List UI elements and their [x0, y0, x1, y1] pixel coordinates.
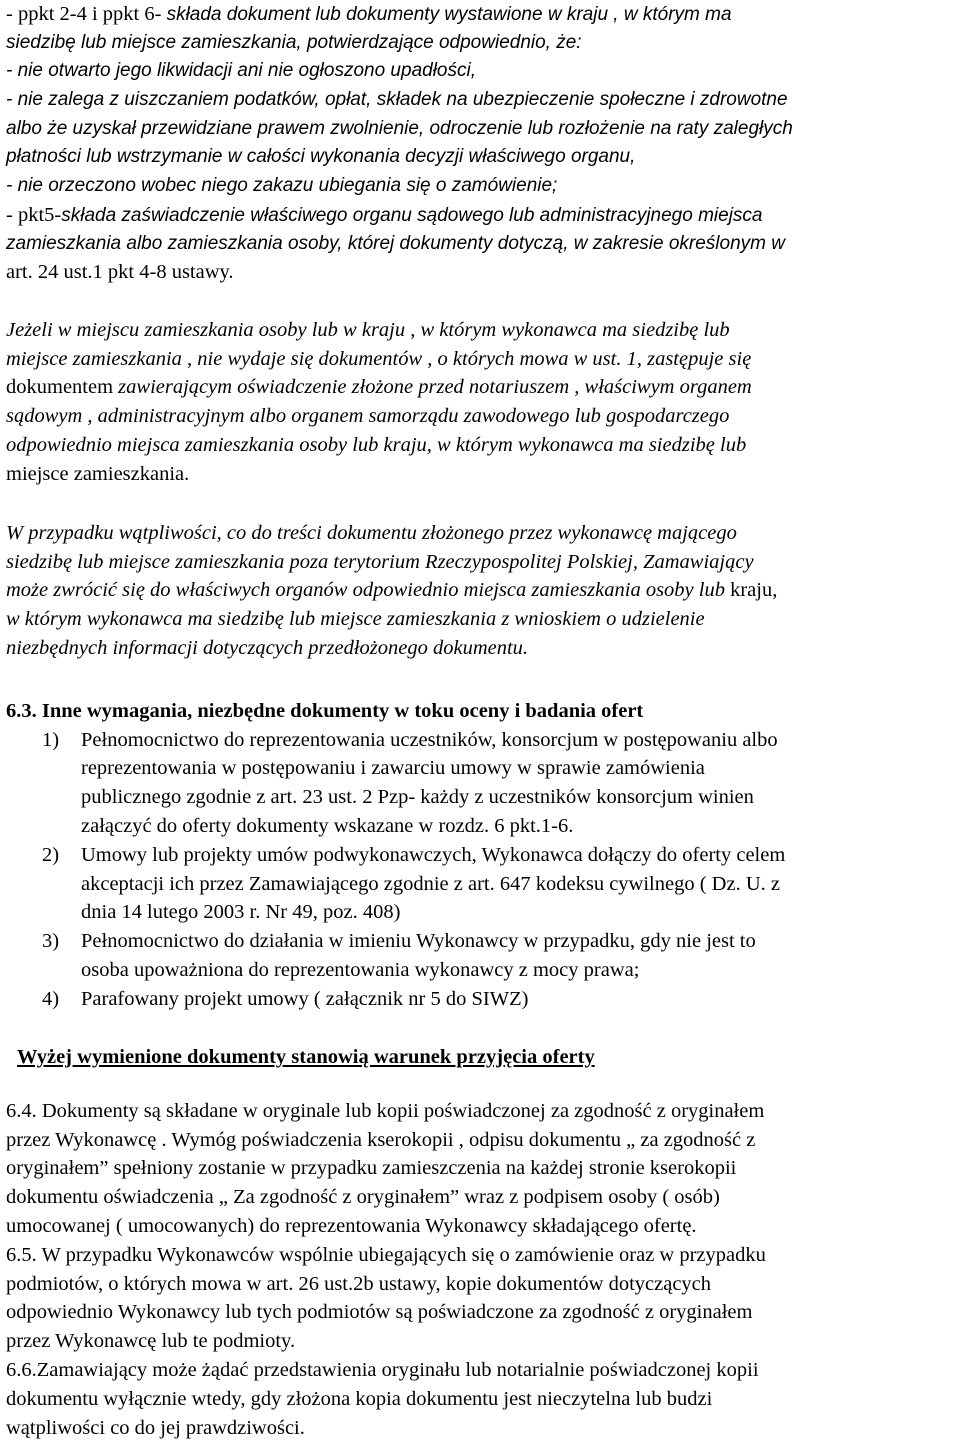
list-number: 4): [42, 988, 60, 1010]
text-run: zawierającym oświadczenie złożone przed notariuszem , właściwym organem: [118, 376, 752, 398]
text-line: dokumentu oświadczenia „ Za zgodność z oryginałem” wraz z podpisem osoby ( osób): [6, 1186, 720, 1208]
list-number: 2): [42, 844, 60, 866]
text-run: płatności lub wstrzymanie w całości wykonania decyzji właściwego organu,: [6, 146, 636, 167]
text-line: [6, 345, 751, 373]
text-line: [6, 460, 189, 488]
list-item-line: załączyć do oferty dokumenty wskazane w rozdz. 6 pkt.1-6.: [81, 815, 574, 837]
text-run: kraju,: [730, 579, 778, 601]
list-item-line: reprezentowania w postępowaniu i zawarciu umowy w sprawie zamówienia: [81, 757, 705, 779]
text-line: oryginałem” spełniony zostanie w przypadku zamieszczenia na każdej stronie kserokopii: [6, 1157, 737, 1179]
text-line: umocowanej ( umocowanych) do reprezentowania Wykonawcy składającego ofertę.: [6, 1215, 697, 1237]
text-run: w którym wykonawca ma siedzibę lub miejsce zamieszkania z wnioskiem o udzielenie: [6, 608, 705, 630]
text-run: - nie otwarto jego likwidacji ani nie ogłoszono upadłości,: [6, 60, 476, 81]
text-run: W przypadku wątpliwości, co do treści dokumentu złożonego przez wykonawcę mającego: [6, 522, 737, 544]
text-line: 6.4. Dokumenty są składane w oryginale lub kopii poświadczonej za zgodność z oryginałem: [6, 1100, 765, 1122]
text-line: 6.5. W przypadku Wykonawców wspólnie ubiegających się o zamówienie oraz w przypadku: [6, 1244, 766, 1266]
text-run: art. 24 ust.1 pkt 4-8 ustawy.: [6, 261, 234, 283]
text-line: [6, 0, 732, 28]
text-line: [6, 143, 635, 171]
text-run: może zwrócić się do właściwych organów odpowiednio miejsca zamieszkania osoby lub: [6, 579, 731, 601]
text-run: - ppkt 2-4 i ppkt 6-: [6, 3, 167, 25]
list-item-line: Pełnomocnictwo do działania w imieniu Wykonawcy w przypadku, gdy nie jest to: [81, 930, 756, 952]
text-run: niezbędnych informacji dotyczących przedłożonego dokumentu.: [6, 637, 529, 659]
text-line: [6, 230, 785, 258]
text-line: [6, 431, 746, 459]
text-run: sądowym , administracyjnym albo organem samorządu zawodowego lub gospodarczego: [6, 405, 730, 427]
text-run: zamieszkania albo zamieszkania osoby, której dokumenty dotyczą, w zakresie określonym w: [6, 233, 785, 254]
text-run: składa dokument lub dokumenty wystawione w kraju , w którym ma: [166, 4, 732, 25]
text-line: [6, 57, 476, 85]
text-run: Jeżeli w miejscu zamieszkania osoby lub w kraju , w którym wykonawca ma siedzibę lub: [6, 319, 730, 341]
text-line: podmiotów, o których mowa w art. 26 ust.2b ustawy, kopie dokumentów dotyczących: [6, 1273, 712, 1295]
list-item-line: Pełnomocnictwo do reprezentowania uczestników, konsorcjum w postępowaniu albo: [81, 729, 778, 751]
text-run: składa zaświadczenie właściwego organu sądowego lub administracyjnego miejsca: [61, 205, 763, 226]
text-run: - pkt5-: [6, 204, 62, 226]
text-run: odpowiednio miejsca zamieszkania osoby lub kraju, w którym wykonawca ma siedzibę lub: [6, 434, 747, 456]
text-run: dokumentem: [6, 376, 119, 398]
text-line: przez Wykonawcę . Wymóg poświadczenia kserokopii , odpisu dokumentu „ za zgodność z: [6, 1129, 756, 1151]
text-run: albo że uzyskał przewidziane prawem zwolnienie, odroczenie lub rozłożenie na raty zaległych: [6, 118, 793, 139]
list-item-line: akceptacji ich przez Zamawiającego zgodnie z art. 647 kodeksu cywilnego ( Dz. U. z: [81, 873, 780, 895]
text-run: siedzibę lub miejsce zamieszkania, potwierdzające odpowiednio, że:: [6, 32, 582, 53]
list-number: 1): [42, 729, 60, 751]
text-line: [6, 519, 737, 547]
section-heading: 6.3. Inne wymagania, niezbędne dokumenty w toku oceny i badania ofert: [6, 700, 644, 722]
text-run: - nie zalega z uiszczaniem podatków, opłat, składek na ubezpieczenie społeczne i zdrowotne: [6, 89, 788, 110]
text-run: miejsce zamieszkania.: [6, 463, 190, 485]
text-line: [6, 548, 754, 576]
list-item-line: osoba upoważniona do reprezentowania wykonawcy z mocy prawa;: [81, 959, 640, 981]
text-line: [6, 172, 557, 200]
text-run: siedzibę lub miejsce zamieszkania poza terytorium Rzeczypospolitej Polskiej, Zamawiający: [6, 551, 754, 573]
important-note: Wyżej wymienione dokumenty stanowią warunek przyjęcia oferty: [17, 1046, 595, 1068]
text-line: [6, 201, 763, 229]
text-line: wątpliwości co do jej prawdziwości.: [6, 1417, 305, 1439]
text-line: odpowiednio Wykonawcy lub tych podmiotów są poświadczone za zgodność z oryginałem: [6, 1301, 753, 1323]
list-number: 3): [42, 930, 60, 952]
text-line: [6, 373, 752, 401]
text-line: 6.6.Zamawiający może żądać przedstawienia oryginału lub notarialnie poświadczonej kopii: [6, 1359, 759, 1381]
text-run: - nie orzeczono wobec niego zakazu ubiegania się o zamówienie;: [6, 175, 558, 196]
text-line: [6, 115, 793, 143]
text-line: [6, 86, 788, 114]
text-line: [6, 605, 705, 633]
list-item-line: dnia 14 lutego 2003 r. Nr 49, poz. 408): [81, 901, 401, 923]
text-line: [6, 258, 234, 286]
text-line: [6, 29, 582, 57]
text-line: [6, 402, 729, 430]
list-item-line: publicznego zgodnie z art. 23 ust. 2 Pzp- każdy z uczestników konsorcjum winien: [81, 786, 754, 808]
list-item-line: Umowy lub projekty umów podwykonawczych, Wykonawca dołączy do oferty celem: [81, 844, 786, 866]
list-item-line: Parafowany projekt umowy ( załącznik nr 5 do SIWZ): [81, 988, 529, 1010]
text-line: [6, 576, 777, 604]
text-line: dokumentu wyłącznie wtedy, gdy złożona kopia dokumentu jest nieczytelna lub budzi: [6, 1388, 713, 1410]
text-run: miejsce zamieszkania , nie wydaje się dokumentów , o których mowa w ust. 1, zastępuje się: [6, 348, 752, 370]
text-line: [6, 634, 528, 662]
text-line: [6, 316, 730, 344]
text-line: przez Wykonawcę lub te podmioty.: [6, 1330, 296, 1352]
